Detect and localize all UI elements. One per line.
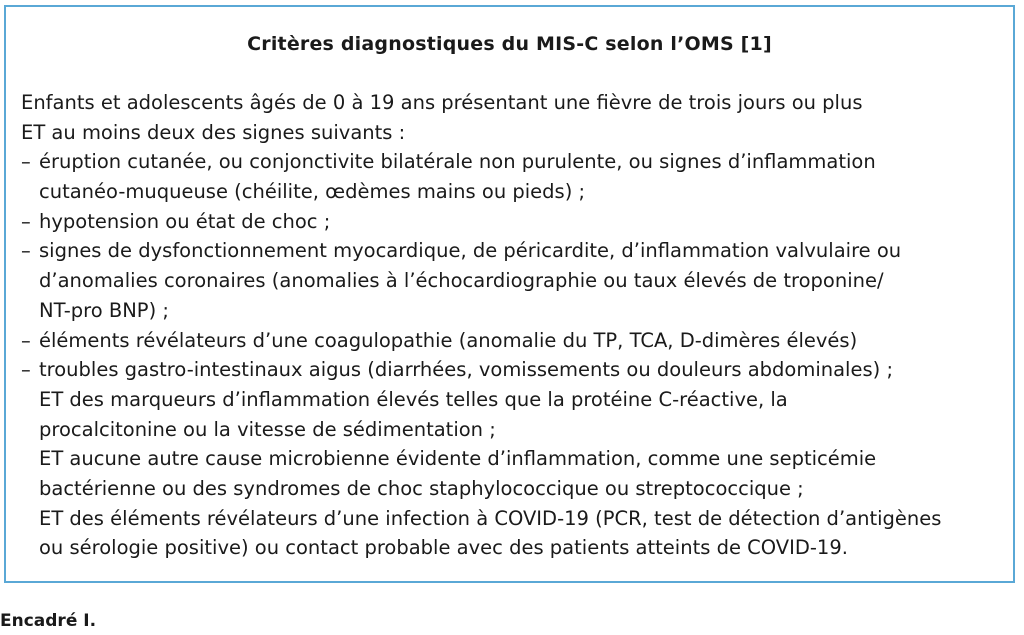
criteria-item-continuation: cutanéo-muqueuse (chéilite, œdèmes mains ou pieds) ; bbox=[39, 180, 586, 204]
et-line: ET aucune autre cause microbienne évidente d’inflammation, comme une septicémie bbox=[39, 447, 877, 471]
criteria-item-line bbox=[21, 355, 1006, 385]
et-line: bactérienne ou des syndromes de choc staphylococcique ou streptococcique ; bbox=[39, 476, 804, 500]
intro-line: Enfants et adolescents âgés de 0 à 19 ans présentant une fièvre de trois jours ou plus bbox=[21, 91, 863, 114]
box-title: Critères diagnostiques du MIS-C selon l’OMS [1] bbox=[247, 33, 772, 55]
criteria-item-text: hypotension ou état de choc ; bbox=[39, 209, 331, 233]
criteria-item-line bbox=[21, 207, 1006, 237]
caption: Encadré I. bbox=[0, 611, 97, 631]
dash-bullet: – bbox=[21, 239, 31, 263]
dash-bullet: – bbox=[21, 328, 31, 352]
criteria-item-continuation: d’anomalies coronaires (anomalies à l’échocardiographie ou taux élevés de troponine/ bbox=[39, 269, 884, 293]
criteria-item-text: troubles gastro-intestinaux aigus (diarrhées, vomissements ou douleurs abdominales) ; bbox=[39, 358, 894, 382]
criteria-item-text: signes de dysfonctionnement myocardique, de péricardite, d’inflammation valvulaire ou bbox=[39, 239, 902, 263]
et-line: procalcitonine ou la vitesse de sédimentation ; bbox=[39, 417, 496, 441]
criteria-content bbox=[21, 88, 1006, 563]
criteria-item-line bbox=[21, 326, 1006, 356]
intro-line: ET au moins deux des signes suivants : bbox=[21, 120, 406, 144]
dash-bullet: – bbox=[21, 358, 31, 382]
et-line: ou sérologie positive) ou contact probable avec des patients atteints de COVID-19. bbox=[39, 536, 848, 560]
criteria-item-continuation: NT-pro BNP) ; bbox=[39, 298, 169, 322]
et-line: ET des marqueurs d’inflammation élevés telles que la protéine C-réactive, la bbox=[39, 387, 788, 411]
criteria-item-text: éléments révélateurs d’une coagulopathie (anomalie du TP, TCA, D-dimères élevés) bbox=[39, 328, 858, 352]
dash-bullet: – bbox=[21, 150, 31, 174]
et-line: ET des éléments révélateurs d’une infection à COVID-19 (PCR, test de détection d’antigènes bbox=[39, 506, 942, 530]
criteria-item-line bbox=[21, 236, 1006, 266]
criteria-item-line bbox=[21, 147, 1006, 177]
criteria-item-text: éruption cutanée, ou conjonctivite bilatérale non purulente, ou signes d’inflammation bbox=[39, 150, 876, 174]
dash-bullet: – bbox=[21, 209, 31, 233]
criteria-box bbox=[4, 5, 1015, 583]
